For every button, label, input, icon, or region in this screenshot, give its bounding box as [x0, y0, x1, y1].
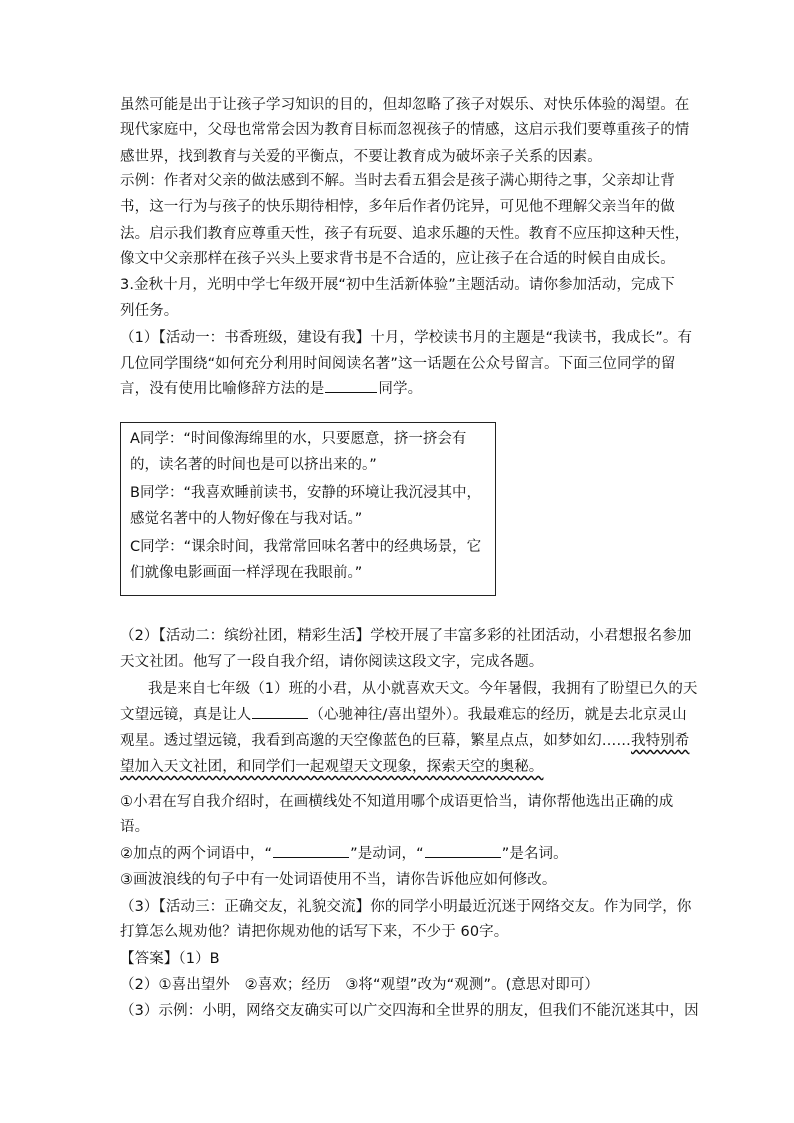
- passage-text: （心驰神往/喜出望外）。我最难忘的经历，就是去北京灵山: [309, 707, 687, 723]
- comment-line: 们就像电影画面一样浮现在我眼前。”: [130, 565, 363, 581]
- sub-question-line: ③画波浪线的句子中有一处词语使用不当，请你告诉他应如何修改。: [120, 872, 557, 888]
- question-text: 同学。: [378, 381, 423, 397]
- question-text: ”是动词，“: [350, 846, 424, 862]
- comment-line: B同学：“我喜欢睡前读书，安静的环境让我沉浸其中，: [130, 485, 481, 501]
- passage-line: [120, 729, 690, 753]
- question-3-title: 3.金秋十月，光明中学七年级开展“初中生活新体验”主题活动。请你参加活动，完成下: [120, 277, 675, 293]
- passage-text: 文望远镜，真是让人: [120, 707, 252, 723]
- answer-blank: [273, 843, 349, 858]
- comment-line: 的，读名著的时间也是可以挤出来的。”: [130, 457, 377, 473]
- question-text: 言，没有使用比喻修辞方法的是: [120, 381, 325, 397]
- text-line: 现代家庭中，父母也常常会因为教育目标而忽视孩子的情感，这启示我们要尊重孩子的情: [120, 122, 690, 138]
- text-line: 书，这一行为与孩子的快乐期待相悖，多年后作者仍诧异，可见他不理解父亲当年的做: [120, 199, 675, 215]
- passage-line: [120, 755, 690, 779]
- sub-question-line: ①小君在写自我介绍时，在画横线处不知道用哪个成语更恰当，请你帮他选出正确的成: [120, 794, 674, 810]
- activity-2-line: （2）【活动二：缤纷社团，精彩生活】学校开展了丰富多彩的社团活动，小君想报名参加: [120, 628, 692, 644]
- passage-line: 我是来自七年级（1）班的小君，从小就喜欢天文。今年暑假，我拥有了盼望已久的天: [148, 681, 698, 697]
- activity-2-line: 天文社团。他写了一段自我介绍，请你阅读这段文字，完成各题。: [120, 654, 544, 670]
- text-line: 像文中父亲那样在孩子兴头上要求背书是不合适的，应让孩子在合适的时候自由成长。: [120, 251, 675, 267]
- wavy-underlined-sentence: 望加入天文社团，和同学们一起观望天文现象，探索天空的奥秘。: [120, 759, 544, 775]
- passage-text: 观星。透过望远镜，我看到高邈的天空像蓝色的巨幕，繁星点点，如梦如幻……: [120, 733, 631, 749]
- comment-line: A同学：“时间像海绵里的水，只要愿意，挤一挤会有: [130, 431, 467, 447]
- activity-3-line: （3）【活动三：正确交友，礼貌交流】你的同学小明最近沉迷于网络交友。作为同学，你: [120, 899, 692, 915]
- sub-question-line: [120, 842, 690, 866]
- comment-line: 感觉名著中的人物好像在与我对话。”: [130, 511, 363, 527]
- passage-line: [120, 703, 690, 727]
- answer-blank: [325, 378, 377, 393]
- student-comments-box: [120, 422, 496, 596]
- text-line: 感世界，找到教育与关爱的平衡点，不要让教育成为破坏亲子关系的因素。: [120, 149, 602, 165]
- question-text: ”是名词。: [501, 846, 568, 862]
- activity-1-question: [120, 377, 690, 401]
- activity-1-line: 几位同学围绕“如何充分利用时间阅读名著”这一话题在公众号留言。下面三位同学的留: [120, 356, 676, 372]
- question-text: ②加点的两个词语中，“: [120, 846, 273, 862]
- sub-question-line: 语。: [120, 819, 150, 835]
- text-line: 法。启示我们教育应尊重天性，孩子有玩耍、追求乐趣的天性。教育不应压抑这种天性，: [120, 226, 690, 242]
- answer-heading: 【答案】（1）B: [120, 951, 220, 967]
- answer-blank: [252, 704, 308, 719]
- answer-blank: [425, 843, 501, 858]
- comment-line: C同学：“课余时间，我常常回味名著中的经典场景，它: [130, 539, 482, 555]
- activity-1-line: （1）【活动一：书香班级，建设有我】十月，学校读书月的主题是“我读书，我成长”。有: [120, 330, 693, 346]
- text-line: 列任务。: [120, 303, 179, 319]
- activity-3-line: 打算怎么规劝他？请把你规劝他的话写下来，不少于 60字。: [120, 924, 509, 940]
- wavy-underlined-sentence: 我特别希: [631, 733, 690, 749]
- answer-line: （3）示例：小明，网络交友确实可以广交四海和全世界的朋友，但我们不能沉迷其中，因: [120, 1003, 699, 1019]
- text-line: 示例：作者对父亲的做法感到不解。当时去看五猖会是孩子满心期待之事，父亲却让背: [120, 173, 675, 189]
- answer-line: （2）①喜出望外 ②喜欢；经历 ③将“观望”改为“观测”。(意思对即可）: [120, 977, 600, 993]
- text-line: 虽然可能是出于让孩子学习知识的目的，但却忽略了孩子对娱乐、对快乐体验的渴望。在: [120, 97, 690, 113]
